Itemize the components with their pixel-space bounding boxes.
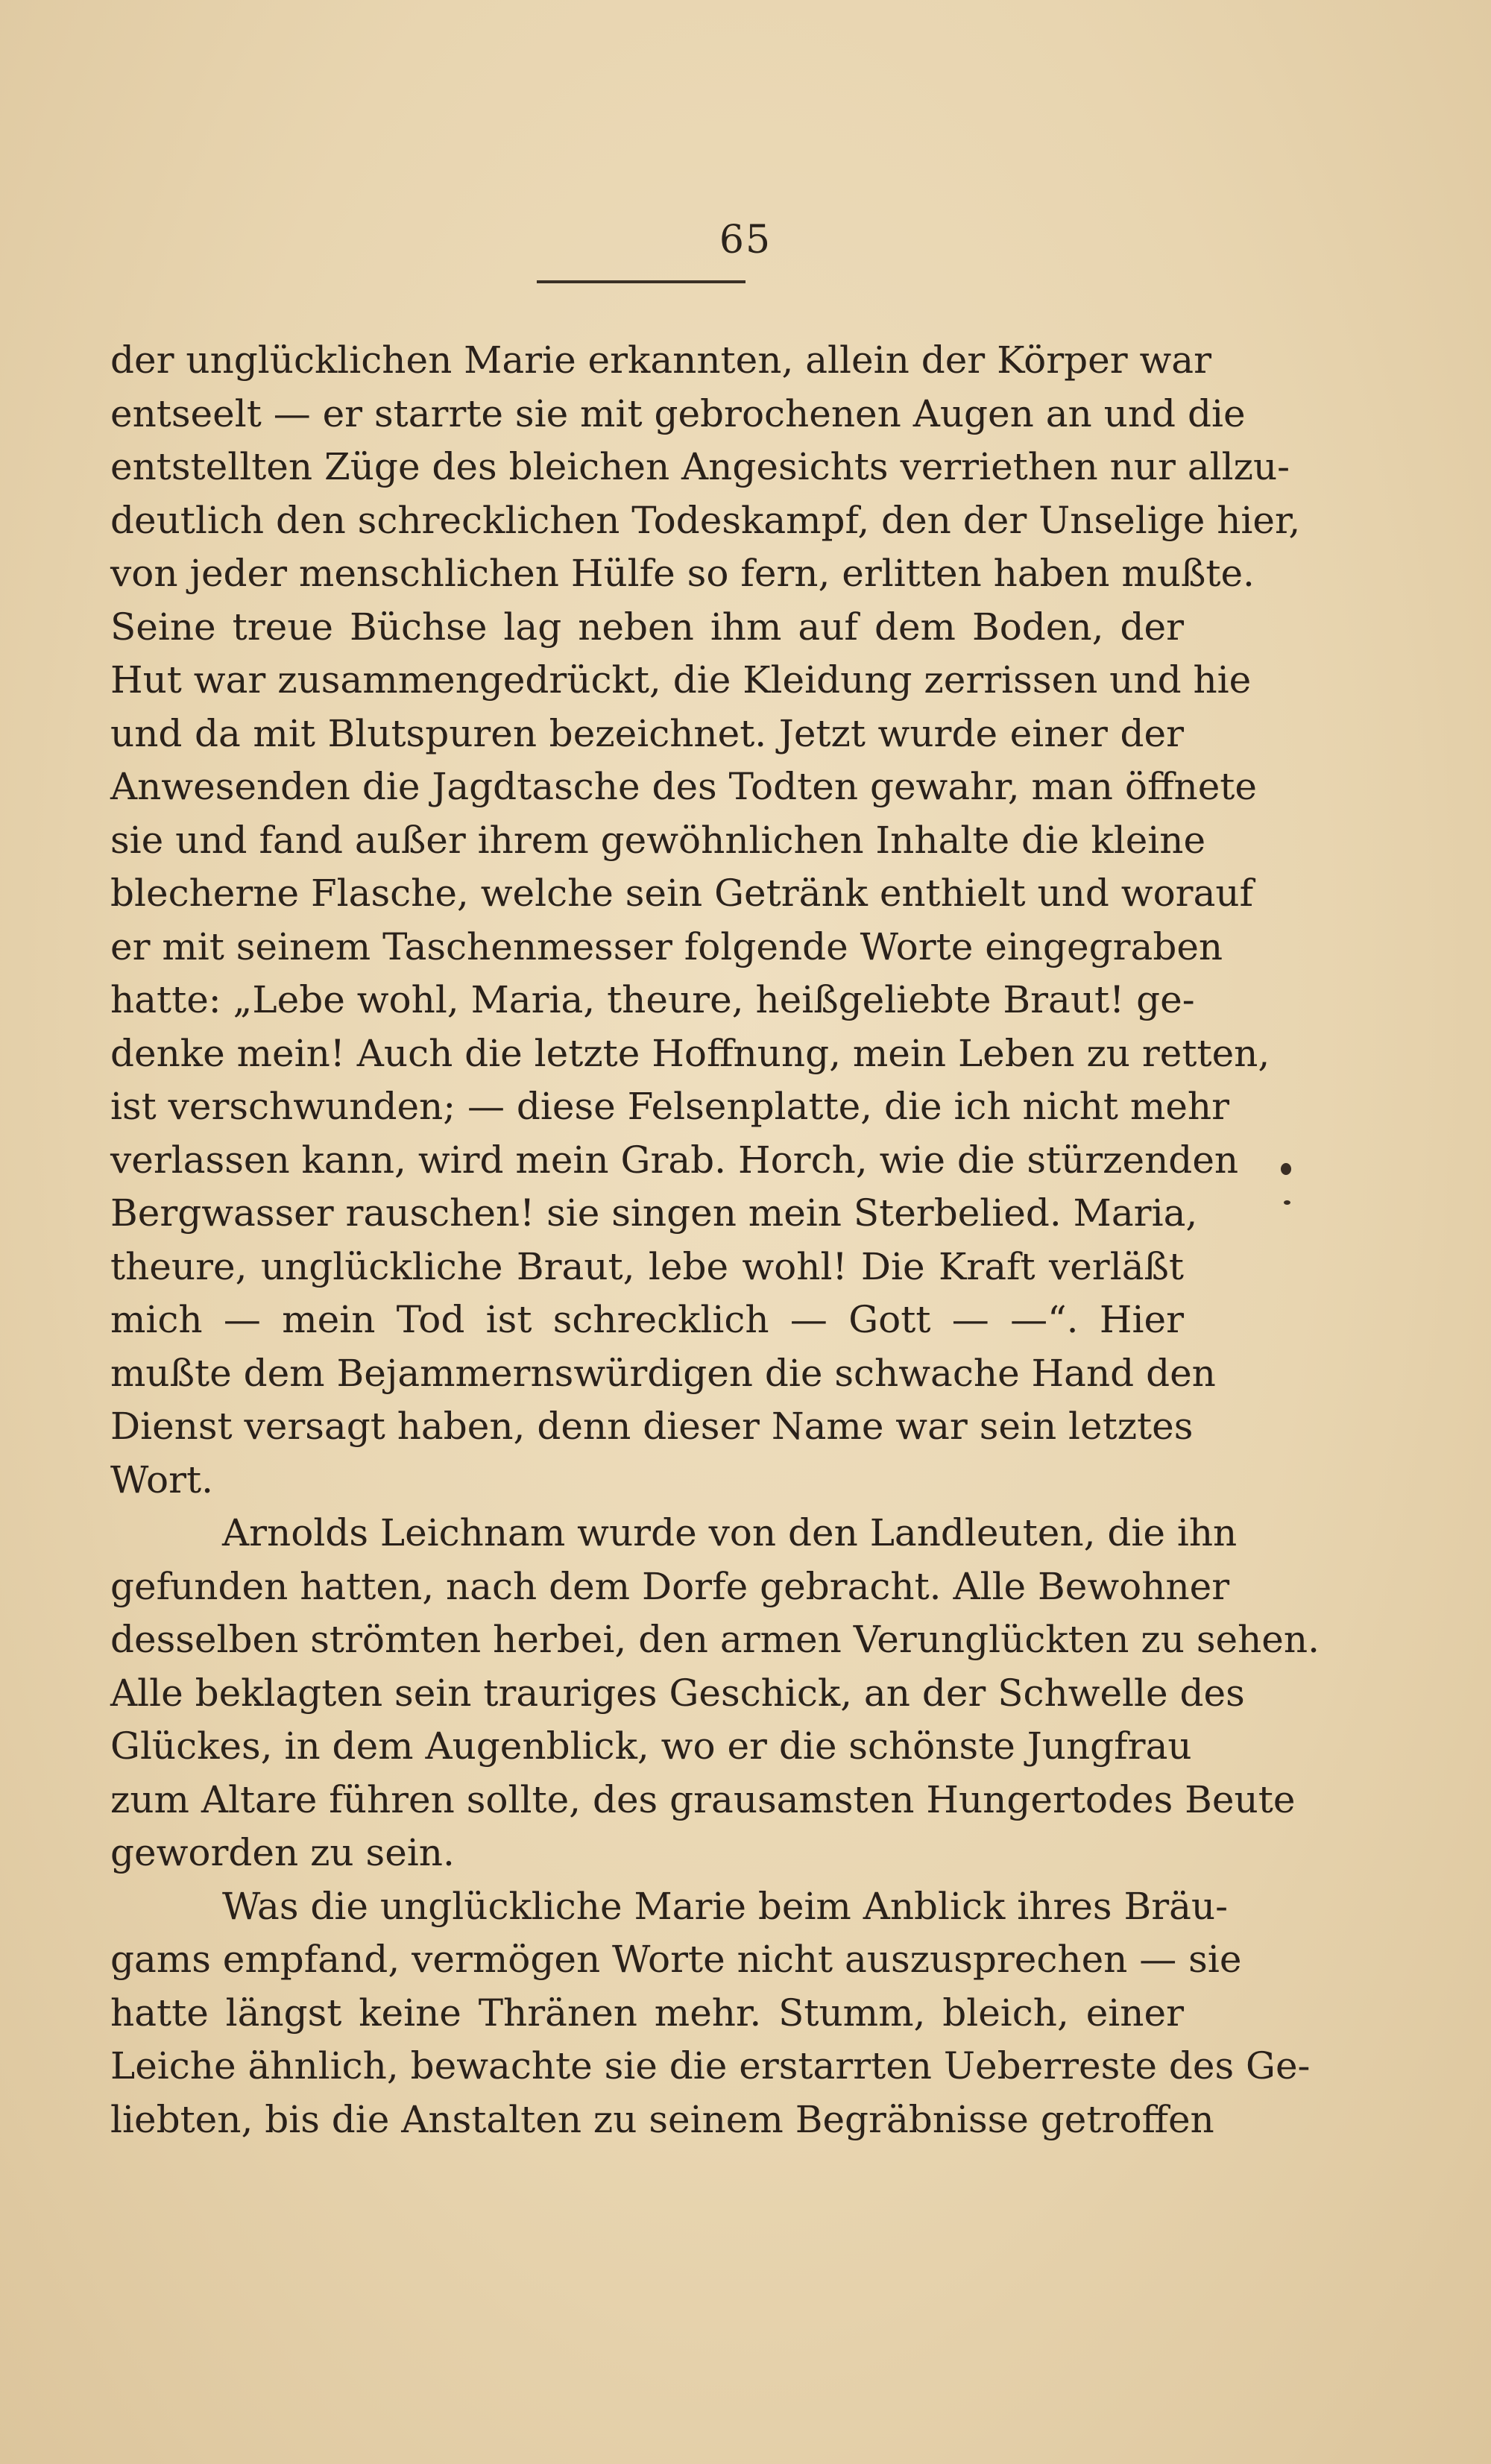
text-line: verlassen kann, wird mein Grab. Horch, wie die stürzenden [110,1138,1239,1182]
text-line: hatte längst keine Thränen mehr. Stumm, bleich, einer [110,1991,1184,2035]
text-line: Arnolds Leichnam wurde von den Landleuten, die ihn [222,1511,1238,1554]
page-number: 65 [719,218,772,262]
ink-speck [1284,1200,1290,1205]
text-line: gefunden hatten, nach dem Dorfe gebracht. Alle Bewohner [110,1564,1230,1608]
text-line: Wort. [110,1458,213,1502]
text-line: entseelt — er starrte sie mit gebrochenen Augen an und die [110,391,1246,435]
body-text [110,334,1320,2146]
text-line: Dienst versagt haben, denn dieser Name war sein letztes [110,1405,1194,1448]
text-line: liebten, bis die Anstalten zu seinem Begräbnisse getroffen [110,2097,1214,2141]
text-line: blecherne Flasche, welche sein Getränk enthielt und worauf [110,872,1254,915]
text-line: Was die unglückliche Marie beim Anblick ihres Bräu- [222,1884,1229,1928]
text-line: und da mit Blutspuren bezeichnet. Jetzt wurde einer der [110,711,1184,755]
text-line: entstellten Züge des bleichen Angesichts verriethen nur allzu- [110,445,1290,488]
text-line: Hut war zusammengedrückt, die Kleidung zerrissen und hie [110,658,1252,702]
paragraph [110,1880,1311,2147]
text-line: von jeder menschlichen Hülfe so fern, erlitten haben mußte. [110,552,1255,595]
text-line: hatte: „Lebe wohl, Maria, theure, heißgeliebte Braut! ge- [110,978,1195,1021]
text-line: Anwesenden die Jagdtasche des Todten gewahr, man öffnete [110,765,1257,808]
text-line: Alle beklagten sein trauriges Geschick, an der Schwelle des [110,1671,1245,1715]
ink-speck [1281,1163,1291,1175]
header-rule [537,280,746,283]
text-line: er mit seinem Taschenmesser folgende Worte eingegraben [110,924,1223,968]
text-line: ist verschwunden; — diese Felsenplatte, die ich nicht mehr [110,1085,1230,1128]
text-line: geworden zu sein. [110,1831,455,1874]
text-line: mußte dem Bejammernswürdigen die schwache Hand den [110,1351,1216,1395]
text-line: Bergwasser rauschen! sie singen mein Sterbelied. Maria, [110,1191,1198,1235]
text-line: deutlich den schrecklichen Todeskampf, den der Unselige hier, [110,498,1301,542]
text-line: zum Altare führen sollte, des grausamsten Hungertodes Beute [110,1777,1296,1821]
paragraph [110,334,1301,1507]
text-line: theure, unglückliche Braut, lebe wohl! Die Kraft verläßt [110,1244,1184,1288]
text-line: Glückes, in dem Augenblick, wo er die schönste Jungfrau [110,1724,1192,1768]
text-line: Seine treue Büchse lag neben ihm auf dem Boden, der [110,605,1184,649]
text-line: gams empfand, vermögen Worte nicht auszusprechen — sie [110,1938,1242,1981]
text-line: der unglücklichen Marie erkannten, allein der Körper war [110,338,1212,382]
text-line: desselben strömten herbei, den armen Verunglückten zu sehen. [110,1618,1320,1661]
text-line: Leiche ähnlich, bewachte sie die erstarrten Ueberreste des Ge- [110,2044,1311,2088]
text-line: mich — mein Tod ist schrecklich — Gott — —“. Hier [110,1298,1184,1341]
text-line: sie und fand außer ihrem gewöhnlichen Inhalte die kleine [110,818,1206,862]
text-line: denke mein! Auch die letzte Hoffnung, mein Leben zu retten, [110,1031,1270,1075]
paragraph [110,1507,1320,1880]
